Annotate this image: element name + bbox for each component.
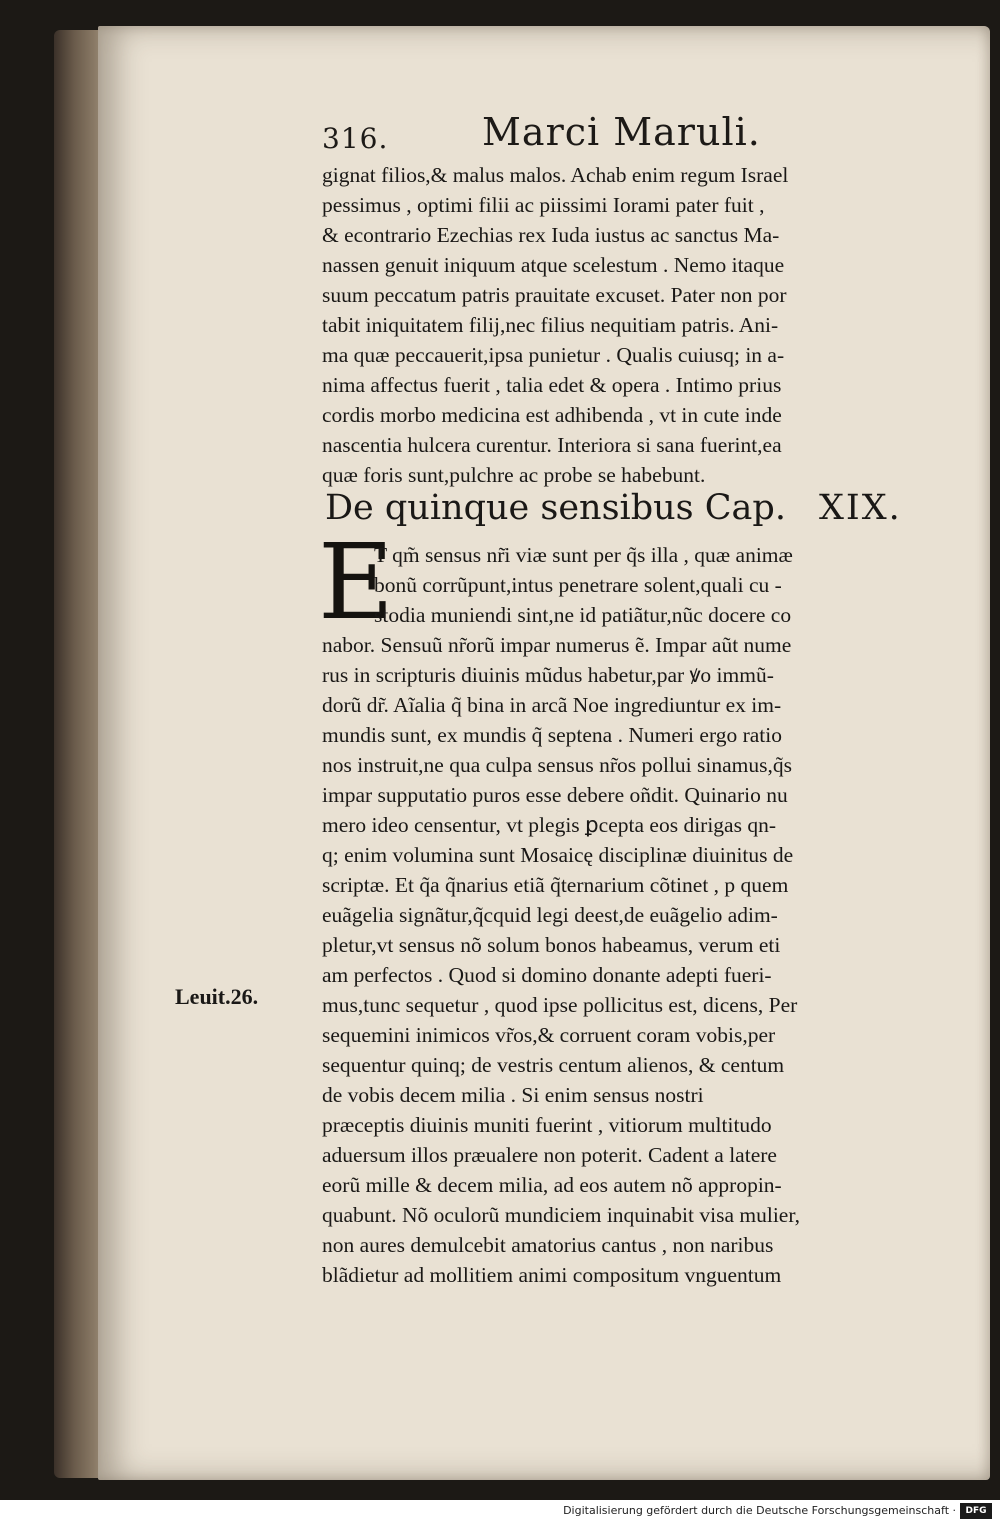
- text-line: cordis morbo medicina est adhibenda , vt in cute inde: [322, 403, 782, 427]
- text-line: sequemini inimicos vr̃os,& corruent coram vobis,per: [322, 1023, 776, 1047]
- page-number: 316.: [322, 122, 389, 155]
- text-line: nima affectus fuerit , talia edet & opera . Intimo prius: [322, 373, 782, 397]
- text-line: bonũ corrũpunt,intus penetrare solent,quali cu -: [374, 573, 782, 597]
- text-line: dorũ dr̃. Aĩalia q̃ bina in arcã Noe ingrediuntur ex im-: [322, 693, 782, 717]
- chapter-heading: [325, 488, 965, 538]
- footer-bar: [0, 1500, 1000, 1524]
- text-line: impar supputatio puros esse debere oñdit. Quinario nu: [322, 783, 788, 807]
- text-line: T qm̃ sensus nr̃i viæ sunt per q̃s illa , quæ animæ: [374, 543, 793, 567]
- text-line: gignat filios,& malus malos. Achab enim regum Israel: [322, 163, 789, 187]
- running-title: Marci Maruli.: [482, 110, 761, 154]
- text-line: eorũ mille & decem milia, ad eos autem nõ appropin-: [322, 1173, 782, 1197]
- text-line: quæ foris sunt,pulchre ac probe se habebunt.: [322, 463, 706, 487]
- text-line: nassen genuit iniquum atque scelestum . Nemo itaque: [322, 253, 785, 277]
- text-line: mundis sunt, ex mundis q̃ septena . Numeri ergo ratio: [322, 723, 782, 747]
- text-line: non aures demulcebit amatorius cantus , non naribus: [322, 1233, 774, 1257]
- text-line: euãgelia signãtur,q̃cquid legi deest,de euãgelio adim-: [322, 903, 778, 927]
- text-line: quabunt. Nõ oculorũ mundiciem inquinabit visa mulier,: [322, 1203, 801, 1227]
- text-line: de vobis decem milia . Si enim sensus nostri: [322, 1083, 704, 1107]
- text-line: scriptæ. Et q̃a q̃narius etiã q̃ternarium cõtinet , p quem: [322, 873, 789, 897]
- text-line: tabit iniquitatem filij,nec filius nequitiam patris. Ani-: [322, 313, 779, 337]
- footer-credit: Digitalisierung gefördert durch die Deutsche Forschungsgemeinschaft ·: [563, 1504, 956, 1517]
- text-line: mus,tunc sequetur , quod ipse pollicitus est, dicens, Per: [322, 993, 798, 1017]
- text-line: q; enim volumina sunt Mosaicę disciplinæ diuinitus de: [322, 843, 794, 867]
- dfg-logo: DFG: [960, 1503, 992, 1519]
- text-line: pessimus , optimi filii ac piissimi Iorami pater fuit ,: [322, 193, 765, 217]
- text-line: mero ideo censentur, vt plegis ꝑcepta eos dirigas qn-: [322, 813, 776, 837]
- text-line: nabor. Sensuũ nr̃orũ impar numerus ẽ. Impar aũt nume: [322, 633, 792, 657]
- chapter-title: De quinque sensibus Cap.: [325, 488, 786, 528]
- page-header: [322, 110, 822, 160]
- text-line: rus in scripturis diuinis mũdus habetur,par ꝟo immũ-: [322, 663, 774, 687]
- text-line: aduersum illos præualere non poterit. Cadent a latere: [322, 1143, 777, 1167]
- chapter-number: XIX.: [819, 488, 902, 528]
- text-line: stodia muniendi sint,ne id patiãtur,nũc docere co: [374, 603, 792, 627]
- text-line: blãdietur ad mollitiem animi compositum vnguentum: [322, 1263, 782, 1287]
- text-line: præceptis diuinis muniti fuerint , vitiorum multitudo: [322, 1113, 772, 1137]
- text-line: suum peccatum patris prauitate excuset. Pater non por: [322, 283, 787, 307]
- text-line: & econtrario Ezechias rex Iuda iustus ac sanctus Ma-: [322, 223, 780, 247]
- text-line: pletur,vt sensus nõ solum bonos habeamus, verum eti: [322, 933, 781, 957]
- text-line: nascentia hulcera curentur. Interiora si sana fuerint,ea: [322, 433, 782, 457]
- drop-cap: E: [318, 521, 394, 643]
- margin-note: Leuit.26.: [175, 984, 259, 1009]
- text-line: am perfectos . Quod si domino donante adepti fueri-: [322, 963, 772, 987]
- text-line: sequentur quinq; de vestris centum alienos, & centum: [322, 1053, 785, 1077]
- text-line: nos instruit,ne qua culpa sensus nr̃os pollui sinamus,q̃s: [322, 753, 792, 777]
- text-line: ma quæ peccauerit,ipsa punietur . Qualis cuiusq; in a-: [322, 343, 785, 367]
